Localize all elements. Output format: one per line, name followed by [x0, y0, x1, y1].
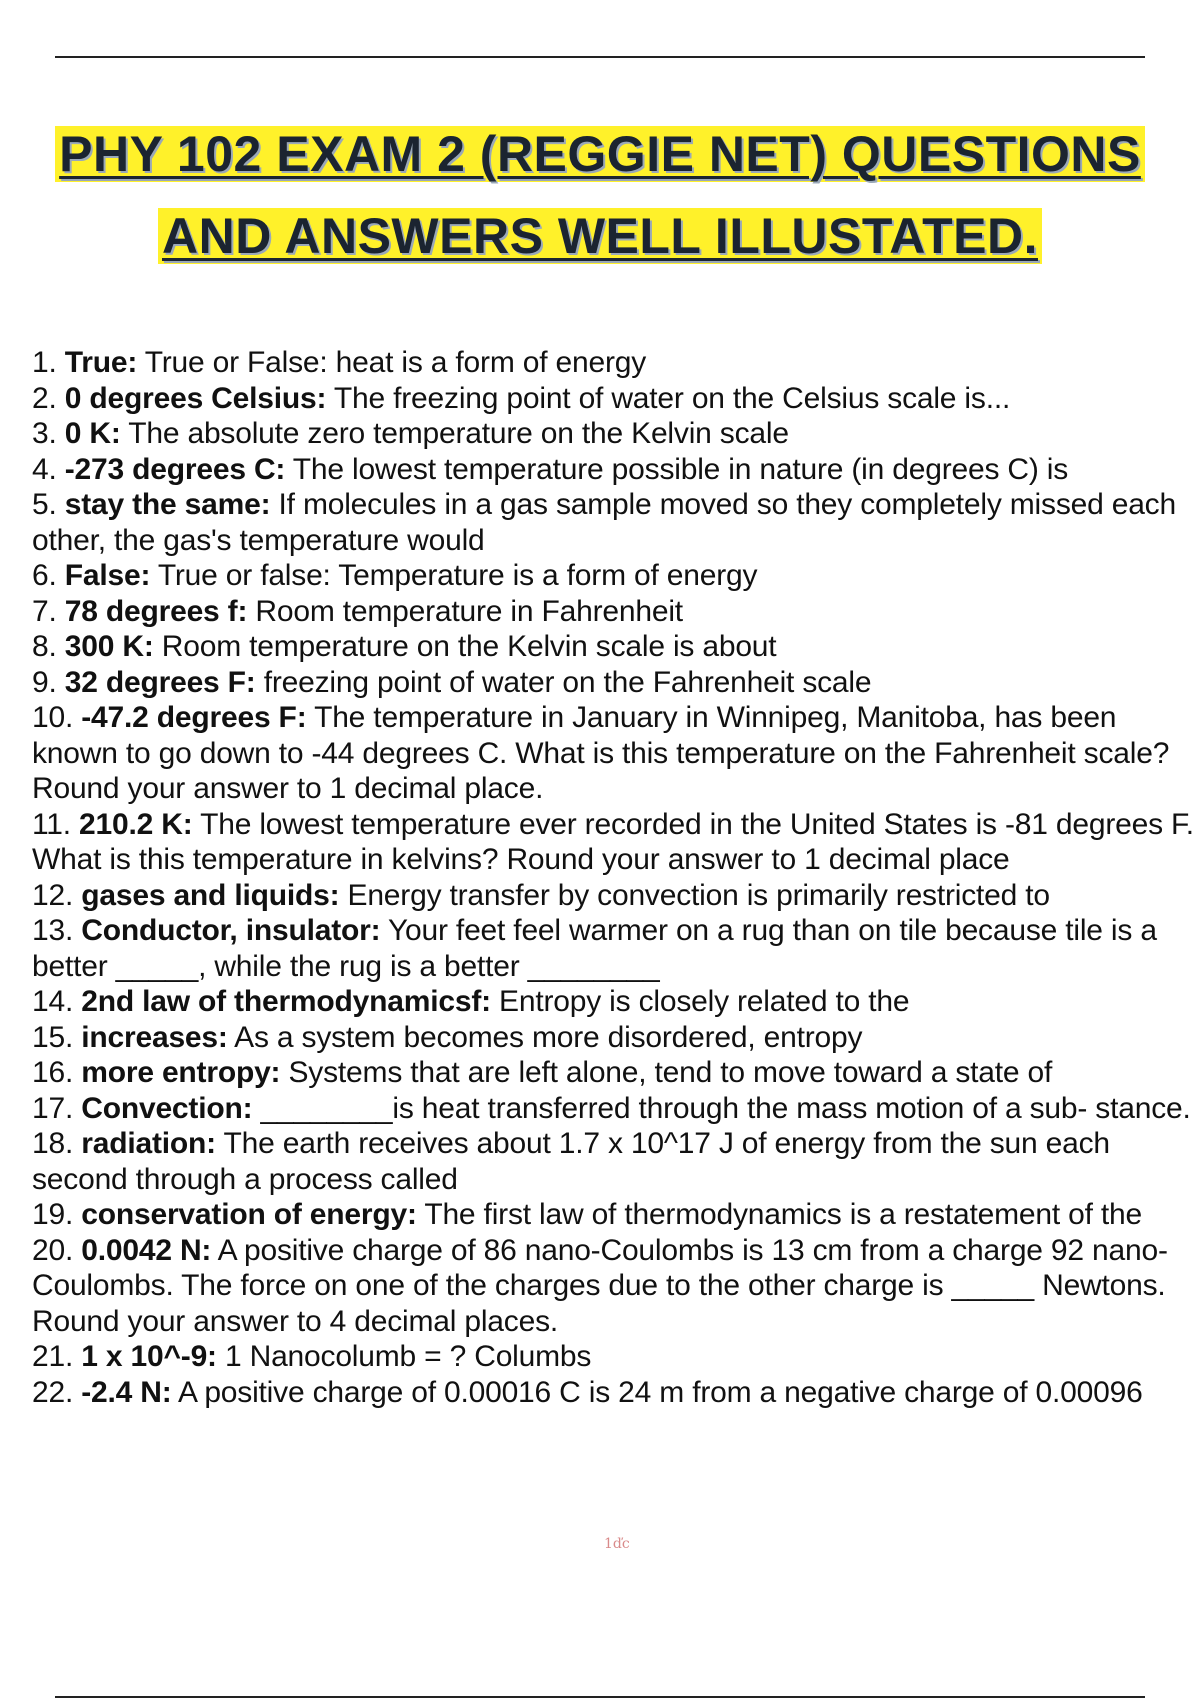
item-question: Room temperature on the Kelvin scale is about: [153, 630, 777, 663]
qa-item-20: [32, 1233, 1200, 1340]
item-answer: 1 x 10^-9:: [81, 1340, 217, 1373]
item-question: ________is heat transferred through the mass motion of a sub- stance.: [252, 1091, 1191, 1125]
qa-item-7: [32, 594, 1200, 630]
item-question: As a system becomes more disordered, entropy: [227, 1020, 863, 1054]
qa-item-2: [32, 381, 1200, 417]
qa-item-12: [32, 878, 1200, 914]
qa-item-8: [32, 629, 1200, 665]
qa-item-4: [32, 452, 1200, 488]
item-number: 11.: [32, 807, 71, 841]
qa-item-1: [32, 345, 1200, 381]
item-question: The first law of thermodynamics is a restatement of the: [416, 1198, 1142, 1231]
qa-item-10: [32, 700, 1200, 807]
item-question: Your feet feel warmer on a rug than on tile because tile is a better _____, while the rug is a better ________: [32, 914, 1157, 983]
item-answer: increases:: [81, 1020, 228, 1054]
item-question: Entropy is closely related to the: [490, 985, 910, 1018]
item-question: The earth receives about 1.7 x 10^17 J of energy from the sun each second through a process called: [32, 1127, 1110, 1196]
item-number: 7.: [32, 594, 57, 628]
item-answer: 2nd law of thermodynamicsf:: [81, 985, 491, 1018]
item-answer: conservation of energy:: [81, 1198, 417, 1231]
qa-item-17: [32, 1091, 1200, 1127]
qa-item-13: [32, 913, 1200, 984]
item-question: True or false: Temperature is a form of energy: [150, 559, 758, 592]
item-number: 4.: [32, 452, 57, 486]
item-number: 5.: [32, 488, 57, 521]
qa-item-21: [32, 1339, 1200, 1375]
item-number: 1.: [32, 346, 57, 379]
qa-item-9: [32, 665, 1200, 701]
item-number: 14.: [32, 985, 74, 1018]
item-question: True or False: heat is a form of energy: [137, 346, 647, 379]
qa-item-6: [32, 558, 1200, 594]
item-number: 17.: [32, 1091, 74, 1125]
item-question: The temperature in January in Winnipeg, Manitoba, has been known to go down to -44 degrees C. What is this temperature on the Fahrenheit scale? Round your answer to 1 decimal place.: [32, 701, 1170, 805]
document-title: [0, 118, 1200, 282]
item-question: The lowest temperature possible in nature (in degrees C) is: [285, 452, 1069, 486]
item-answer: -47.2 degrees F:: [81, 701, 307, 734]
item-answer: 32 degrees F:: [64, 665, 256, 699]
qa-list: [32, 345, 1200, 1410]
item-number: 8.: [32, 630, 57, 663]
item-question: The absolute zero temperature on the Kelvin scale: [120, 417, 789, 450]
item-number: 18.: [32, 1127, 74, 1160]
item-answer: 300 K:: [64, 630, 154, 663]
item-number: 3.: [32, 417, 57, 450]
title-line-2: AND ANSWERS WELL ILLUSTATED.: [150, 200, 1050, 272]
item-question: A positive charge of 0.00016 C is 24 m from a negative charge of 0.00096: [171, 1375, 1143, 1409]
item-answer: 0 K:: [64, 417, 121, 450]
item-question: If molecules in a gas sample moved so they completely missed each other, the gas's temperature would: [32, 488, 1176, 557]
item-number: 15.: [32, 1020, 74, 1054]
item-number: 13.: [32, 914, 74, 947]
item-number: 12.: [32, 878, 74, 912]
item-number: 9.: [32, 665, 57, 699]
item-answer: False:: [64, 559, 151, 592]
top-rule: [55, 56, 1145, 58]
page-stamp: 1ďc: [604, 1536, 630, 1552]
item-answer: Conductor, insulator:: [81, 914, 381, 947]
item-answer: True:: [64, 346, 138, 379]
item-number: 10.: [32, 701, 74, 734]
qa-item-5: [32, 487, 1200, 558]
qa-item-19: [32, 1197, 1200, 1233]
item-number: 19.: [32, 1198, 74, 1231]
title-line-1: PHY 102 EXAM 2 (REGGIE NET) QUESTIONS: [47, 118, 1153, 190]
item-question: Systems that are left alone, tend to move toward a state of: [280, 1056, 1053, 1089]
bottom-rule: [55, 1696, 1145, 1698]
item-question: freezing point of water on the Fahrenheit scale: [255, 665, 872, 699]
item-question: 1 Nanocolumb = ? Columbs: [216, 1340, 592, 1373]
item-question: Room temperature in Fahrenheit: [247, 594, 683, 628]
item-answer: 78 degrees f:: [64, 594, 248, 628]
item-number: 22.: [32, 1375, 74, 1409]
item-answer: 0.0042 N:: [81, 1233, 212, 1267]
qa-item-14: [32, 984, 1200, 1020]
item-number: 2.: [32, 381, 57, 415]
item-number: 16.: [32, 1056, 74, 1089]
item-question: The freezing point of water on the Celsius scale is...: [326, 381, 1011, 415]
item-answer: 0 degrees Celsius:: [64, 381, 327, 415]
item-answer: gases and liquids:: [81, 878, 340, 912]
qa-item-3: [32, 416, 1200, 452]
item-answer: radiation:: [81, 1127, 216, 1160]
qa-item-22: [32, 1375, 1200, 1411]
item-question: Energy transfer by convection is primarily restricted to: [339, 878, 1050, 912]
item-number: 21.: [32, 1340, 74, 1373]
qa-item-16: [32, 1055, 1200, 1091]
qa-item-18: [32, 1126, 1200, 1197]
item-question: The lowest temperature ever recorded in the United States is -81 degrees F. What is this temperature in kelvins? Round your answer to 1 decimal place: [32, 807, 1194, 876]
item-answer: more entropy:: [81, 1056, 281, 1089]
item-question: A positive charge of 86 nano-Coulombs is 13 cm from a charge 92 nano-Coulombs. The force on one of the charges due to the other charge is _____ Newtons. Round your answer to 4 decimal places.: [32, 1233, 1168, 1338]
item-answer: stay the same:: [64, 488, 271, 521]
qa-item-11: [32, 807, 1200, 878]
item-answer: 210.2 K:: [79, 807, 193, 841]
qa-item-15: [32, 1020, 1200, 1056]
item-answer: Convection:: [81, 1091, 253, 1125]
item-number: 6.: [32, 559, 57, 592]
item-answer: -2.4 N:: [81, 1375, 172, 1409]
item-answer: -273 degrees C:: [64, 452, 286, 486]
item-number: 20.: [32, 1233, 74, 1267]
